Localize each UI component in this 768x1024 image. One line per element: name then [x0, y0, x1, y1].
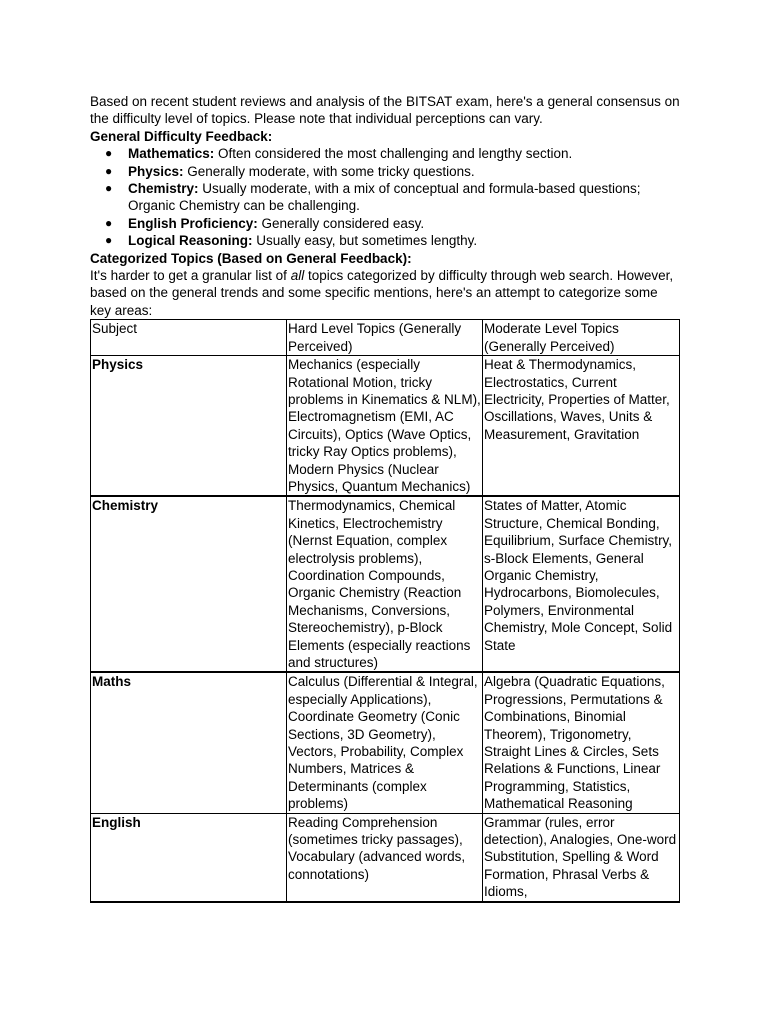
hard-topics-cell: Thermodynamics, Chemical Kinetics, Electrochemistry (Nernst Equation, complex electrolysis problems), Coordination Compounds, Organic Chemistry (Reaction Mechanisms, Conversions, Stereochemistry), p-Block Elements (especially reactions and structures) [287, 496, 483, 672]
intro-emphasis: all [290, 268, 305, 284]
feedback-label: Mathematics: [128, 146, 215, 162]
feedback-item-logical-reasoning [90, 232, 680, 249]
feedback-list [90, 145, 680, 249]
feedback-item-english [90, 215, 680, 232]
feedback-text: Usually easy, but sometimes lengthy. [252, 233, 478, 249]
moderate-topics-cell: Algebra (Quadratic Equations, Progressions, Permutations & Combinations, Binomial Theorem), Trigonometry, Straight Lines & Circles, Sets Relations & Functions, Linear Programming, Statistics, Mathematical Reasoning [483, 672, 680, 813]
hard-topics-cell: Mechanics (especially Rotational Motion, tricky problems in Kinematics & NLM), Electromagnetism (EMI, AC Circuits), Optics (Wave Optics, tricky Ray Optics problems), Modern Physics (Nuclear Physics, Quantum Mechanics) [287, 356, 483, 497]
feedback-text: Often considered the most challenging and lengthy section. [214, 146, 573, 162]
bullet-icon: ● [105, 146, 113, 161]
categorized-topics-heading: Categorized Topics (Based on General Feedback): [90, 250, 412, 266]
subject-cell: English [91, 813, 287, 902]
table-row [91, 496, 680, 672]
document-page [90, 93, 680, 903]
intro-paragraph: Based on recent student reviews and analysis of the BITSAT exam, here's a general consensus on the difficulty level of topics. Please note that individual perceptions can vary. [90, 94, 680, 127]
feedback-label: Logical Reasoning: [128, 233, 253, 249]
subject-cell: Maths [91, 672, 287, 813]
feedback-label: Chemistry: [128, 181, 199, 197]
hard-topics-cell: Reading Comprehension (sometimes tricky passages), Vocabulary (advanced words, connotations) [287, 813, 483, 902]
bullet-icon: ● [105, 163, 113, 178]
feedback-item-chemistry [90, 180, 680, 215]
moderate-topics-cell: States of Matter, Atomic Structure, Chemical Bonding, Equilibrium, Surface Chemistry, s-Block Elements, General Organic Chemistry, Hydrocarbons, Biomolecules, Polymers, Environmental Chemistry, Mole Concept, Solid State [483, 496, 680, 672]
subject-cell: Physics [91, 356, 287, 497]
subject-cell: Chemistry [91, 496, 287, 672]
feedback-item-physics [90, 163, 680, 180]
general-difficulty-heading: General Difficulty Feedback: [90, 128, 273, 144]
table-row [91, 356, 680, 497]
moderate-topics-cell: Heat & Thermodynamics, Electrostatics, Current Electricity, Properties of Matter, Oscillations, Waves, Units & Measurement, Gravitation [483, 356, 680, 497]
moderate-topics-cell: Grammar (rules, error detection), Analogies, One-word Substitution, Spelling & Word Formation, Phrasal Verbs & Idioms, [483, 813, 680, 902]
topics-table [90, 319, 680, 902]
hard-topics-cell: Calculus (Differential & Integral, especially Applications), Coordinate Geometry (Conic Sections, 3D Geometry), Vectors, Probability, Complex Numbers, Matrices & Determinants (complex problems) [287, 672, 483, 813]
categorized-intro-paragraph [90, 267, 680, 319]
bullet-icon: ● [105, 181, 113, 196]
table-row [91, 672, 680, 813]
feedback-item-mathematics [90, 145, 680, 162]
table-row [91, 813, 680, 902]
feedback-text: Generally moderate, with some tricky questions. [183, 163, 475, 179]
feedback-label: Physics: [128, 163, 184, 179]
feedback-text: Usually moderate, with a mix of conceptual and formula-based questions; Organic Chemistry can be challenging. [128, 181, 641, 214]
bullet-icon: ● [105, 215, 113, 230]
intro-text-after: topics categorized by difficulty through web search. However, based on the general trends and some specific mentions, here's an attempt to categorize some key areas: [90, 268, 674, 318]
bullet-icon: ● [105, 233, 113, 248]
table-header-row [91, 320, 680, 356]
intro-text-before: It's harder to get a granular list of [90, 268, 291, 284]
header-moderate-topics: Moderate Level Topics (Generally Perceived) [483, 320, 680, 356]
feedback-label: English Proficiency: [128, 215, 258, 231]
feedback-text: Generally considered easy. [257, 215, 425, 231]
header-hard-topics: Hard Level Topics (Generally Perceived) [287, 320, 483, 356]
header-subject: Subject [91, 320, 287, 356]
